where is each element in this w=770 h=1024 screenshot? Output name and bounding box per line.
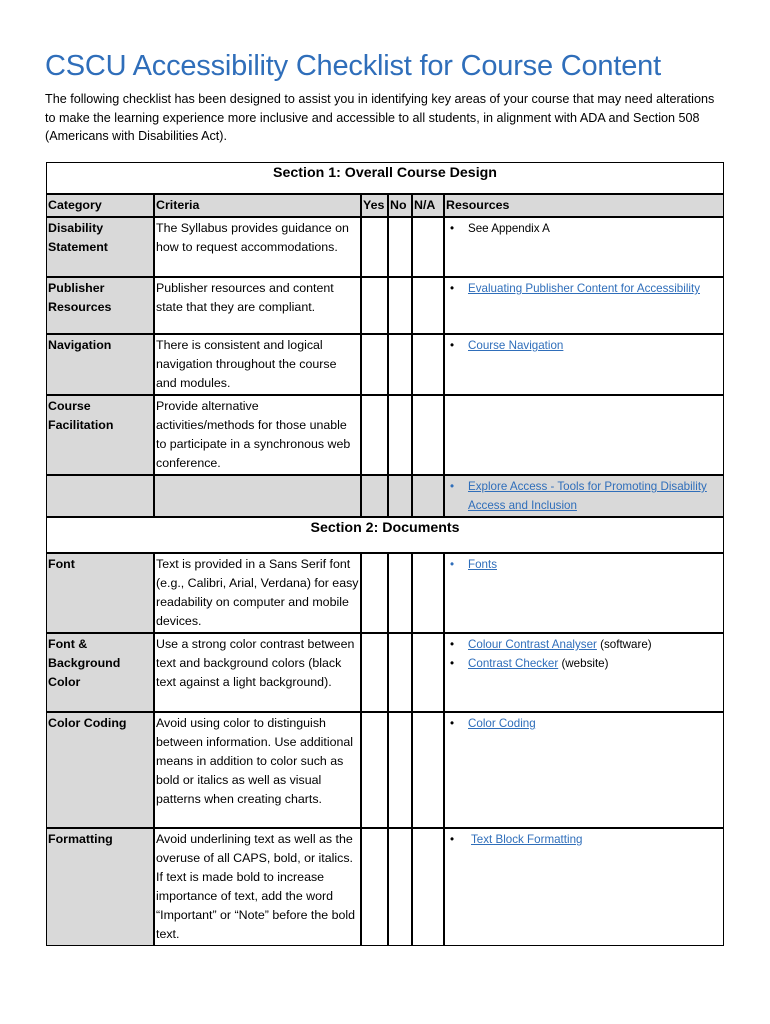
yes-checkbox-cell[interactable]: [361, 633, 388, 712]
resource-link[interactable]: Contrast Checker: [468, 657, 559, 670]
resource-link[interactable]: Fonts: [468, 558, 497, 571]
no-checkbox-cell[interactable]: [388, 633, 412, 712]
yes-checkbox-cell[interactable]: [361, 277, 388, 334]
table-row: [46, 475, 724, 517]
resource-item: [446, 279, 722, 298]
resource-link[interactable]: Evaluating Publisher Content for Accessibility: [468, 282, 700, 295]
resource-item: [446, 714, 722, 733]
section-1-header-row: [46, 162, 724, 194]
resource-note: (website): [558, 657, 609, 670]
na-checkbox-cell[interactable]: [412, 712, 444, 828]
header-na: N/A: [412, 194, 444, 217]
checklist-table: [46, 162, 724, 946]
resource-link[interactable]: Color Coding: [468, 717, 536, 730]
category-cell: Disability Statement: [46, 217, 154, 277]
no-checkbox-cell[interactable]: [388, 395, 412, 475]
table-row: [46, 828, 724, 946]
na-checkbox-cell[interactable]: [412, 828, 444, 946]
intro-paragraph: The following checklist has been designed to assist you in identifying key areas of your course that may need alterations to make the learning experience more inclusive and accessible to all students, in alignment with ADA and Section 508 (Americans with Disabilities Act).: [45, 92, 715, 143]
resource-item: [446, 555, 722, 574]
resource-item: [446, 477, 722, 515]
resource-item: [446, 635, 722, 654]
header-criteria: Criteria: [154, 194, 361, 217]
table-row: [46, 277, 724, 334]
resource-item: [446, 654, 722, 673]
criteria-cell: There is consistent and logical navigation throughout the course and modules.: [154, 334, 361, 395]
yes-checkbox-cell[interactable]: [361, 475, 388, 517]
resources-cell: [444, 277, 724, 334]
na-checkbox-cell[interactable]: [412, 633, 444, 712]
na-checkbox-cell[interactable]: [412, 334, 444, 395]
category-cell: Course Facilitation: [46, 395, 154, 475]
criteria-cell: Publisher resources and content state that they are compliant.: [154, 277, 361, 334]
header-resources: Resources: [444, 194, 724, 217]
category-cell: Publisher Resources: [46, 277, 154, 334]
no-checkbox-cell[interactable]: [388, 712, 412, 828]
resources-cell: [444, 712, 724, 828]
section-1-title: Section 1: Overall Course Design: [46, 162, 724, 194]
criteria-cell: Provide alternative activities/methods for those unable to participate in a synchronous web conference.: [154, 395, 361, 475]
resources-cell: [444, 334, 724, 395]
resource-note: (software): [596, 638, 652, 651]
criteria-cell: Use a strong color contrast between text and background colors (black text against a light background).: [154, 633, 361, 712]
header-category: Category: [46, 194, 154, 217]
yes-checkbox-cell[interactable]: [361, 395, 388, 475]
criteria-cell: [154, 475, 361, 517]
resource-item: [446, 219, 722, 238]
na-checkbox-cell[interactable]: [412, 475, 444, 517]
header-no: No: [388, 194, 412, 217]
no-checkbox-cell[interactable]: [388, 277, 412, 334]
resources-cell: [444, 217, 724, 277]
category-cell: Color Coding: [46, 712, 154, 828]
no-checkbox-cell[interactable]: [388, 828, 412, 946]
yes-checkbox-cell[interactable]: [361, 217, 388, 277]
section-2-title: Section 2: Documents: [46, 517, 724, 553]
table-row: [46, 553, 724, 633]
resources-cell: [444, 395, 724, 475]
category-cell: [46, 475, 154, 517]
resources-cell: [444, 828, 724, 946]
category-cell: Font: [46, 553, 154, 633]
resource-item: [446, 830, 722, 849]
table-row: [46, 633, 724, 712]
table-row: [46, 334, 724, 395]
table-row: [46, 217, 724, 277]
no-checkbox-cell[interactable]: [388, 475, 412, 517]
table-row: [46, 395, 724, 475]
criteria-cell: Text is provided in a Sans Serif font (e.g., Calibri, Arial, Verdana) for easy readability on computer and mobile devices.: [154, 553, 361, 633]
header-yes: Yes: [361, 194, 388, 217]
resource-link[interactable]: Course Navigation: [468, 339, 564, 352]
yes-checkbox-cell[interactable]: [361, 334, 388, 395]
resources-cell: [444, 633, 724, 712]
resource-link[interactable]: Colour Contrast Analyser: [468, 638, 597, 651]
no-checkbox-cell[interactable]: [388, 334, 412, 395]
document-title: CSCU Accessibility Checklist for Course Content: [45, 50, 661, 82]
criteria-cell: Avoid underlining text as well as the overuse of all CAPS, bold, or italics. If text is made bold to increase importance of text, add the word “Important” or “Note” before the bold text.: [154, 828, 361, 946]
category-cell: Font & Background Color: [46, 633, 154, 712]
yes-checkbox-cell[interactable]: [361, 828, 388, 946]
resource-item: [446, 336, 722, 355]
criteria-cell: The Syllabus provides guidance on how to request accommodations.: [154, 217, 361, 277]
resource-link[interactable]: Text Block Formatting: [471, 833, 583, 846]
resources-cell: [444, 553, 724, 633]
category-cell: Formatting: [46, 828, 154, 946]
na-checkbox-cell[interactable]: [412, 395, 444, 475]
section-2-header-row: [46, 517, 724, 553]
yes-checkbox-cell[interactable]: [361, 712, 388, 828]
resource-text: See Appendix A: [468, 222, 550, 235]
category-cell: Navigation: [46, 334, 154, 395]
na-checkbox-cell[interactable]: [412, 553, 444, 633]
criteria-cell: Avoid using color to distinguish between information. Use additional means in addition to color such as bold or italics as well as visual patterns when creating charts.: [154, 712, 361, 828]
na-checkbox-cell[interactable]: [412, 217, 444, 277]
resources-cell: [444, 475, 724, 517]
resource-link[interactable]: Explore Access - Tools for Promoting Disability Access and Inclusion: [468, 480, 707, 512]
yes-checkbox-cell[interactable]: [361, 553, 388, 633]
column-header-row: [46, 194, 724, 217]
table-row: [46, 712, 724, 828]
no-checkbox-cell[interactable]: [388, 553, 412, 633]
na-checkbox-cell[interactable]: [412, 277, 444, 334]
no-checkbox-cell[interactable]: [388, 217, 412, 277]
